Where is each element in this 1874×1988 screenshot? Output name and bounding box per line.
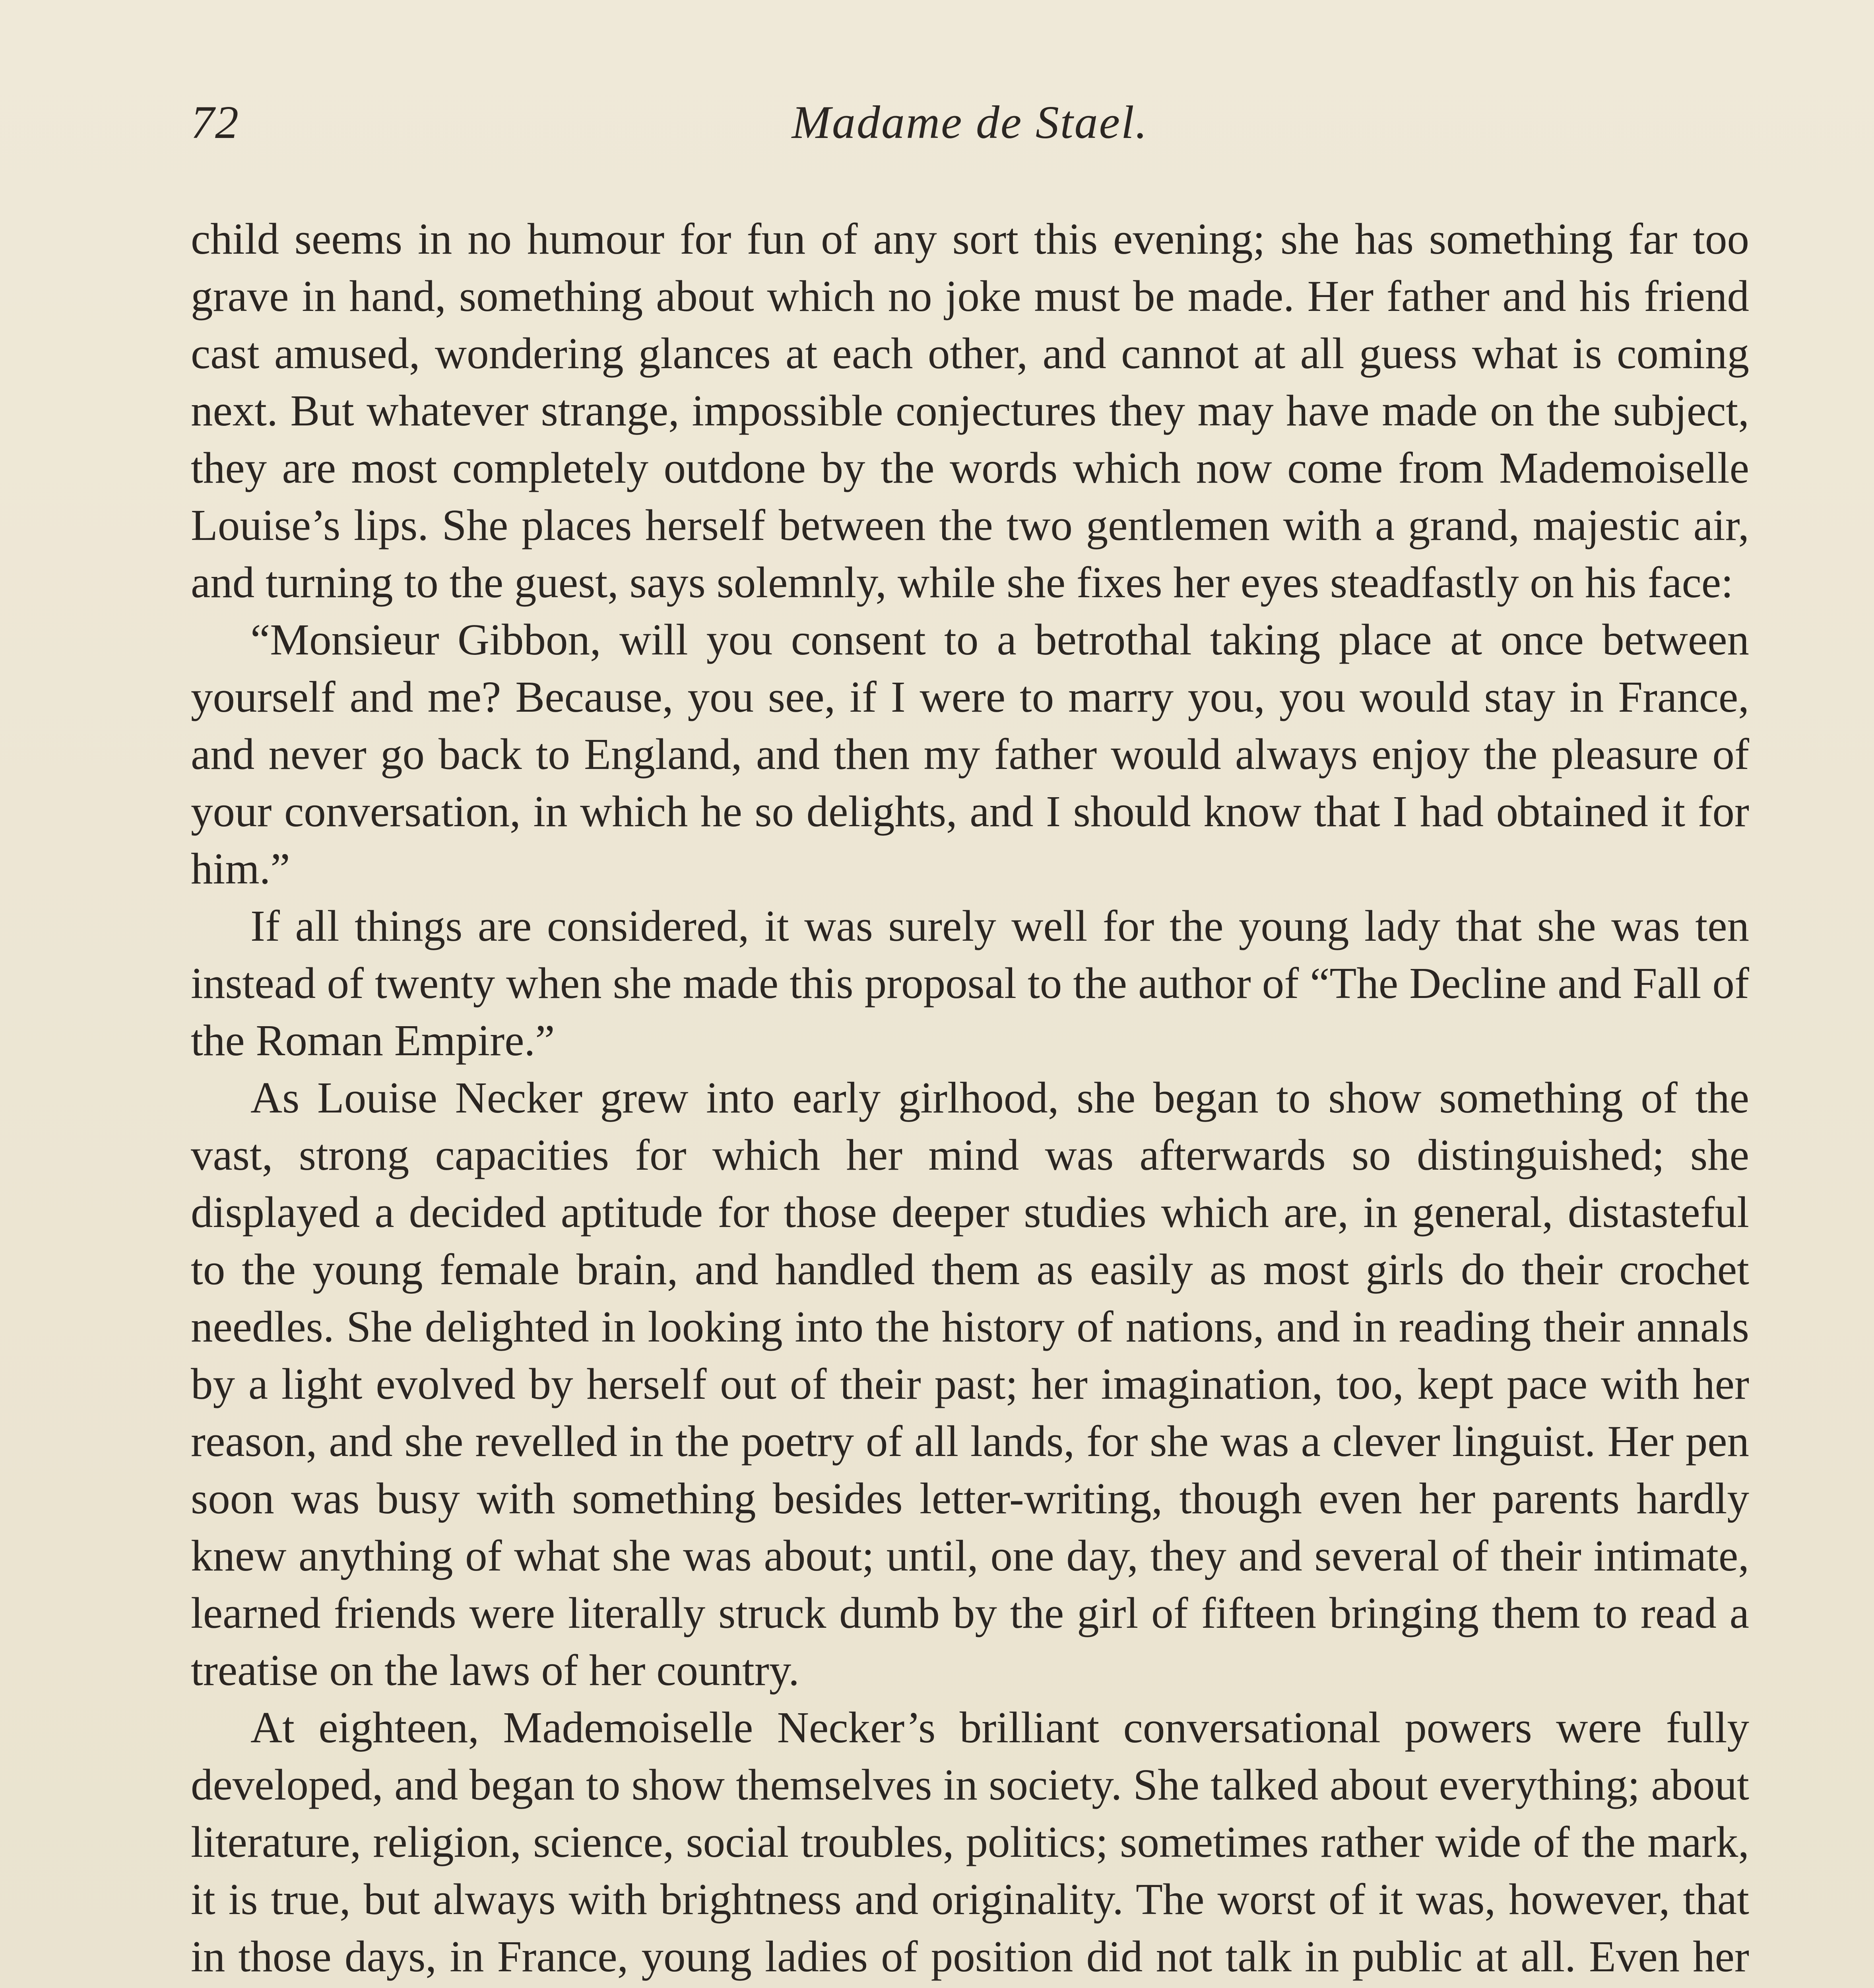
paragraph: If all things are considered, it was surely well for the young lady that she was ten instead of twenty when she made this proposal to the author of “The Decline and Fall of the Roman Empire.” — [191, 902, 1749, 1065]
running-title: Madame de Stael. — [792, 96, 1148, 148]
paragraph: As Louise Necker grew into early girlhood, she began to show something of the vast, strong capacities for which her mind was afterwards so distinguished; she displayed a decided aptitude for those deeper studies which are, in general, distasteful to the young female brain, and handled them as easily as most girls do their crochet needles. She delighted in looking into the history of nations, and in reading their annals by a light evolved by herself out of their past; her imagination, too, kept pace with her reason, and she revelled in the poetry of all lands, for she was a clever linguist. Her pen soon was busy with something besides letter-writing, though even her parents hardly knew anything of what she was about; until, one day, they and several of their intimate, learned friends were literally struck dumb by the girl of fifteen bringing them to read a treatise on the laws of her country. — [191, 1074, 1749, 1695]
page-number: 72 — [191, 96, 239, 148]
running-head — [191, 95, 1749, 151]
paragraph: At eighteen, Mademoiselle Necker’s brilliant conversational powers were fully developed, and began to show themselves in society. She talked about everything; about literature, religion, science, social troubles, politics; sometimes rather wide of the mark, it is true, but always with brightness and originality. The worst of it was, however, that in those days, in France, young ladies of position did not talk in public at all. Even her — [191, 1703, 1749, 1981]
paragraph: child seems in no humour for fun of any sort this evening; she has something far too grave in hand, something about which no joke must be made. Her father and his friend cast amused, wondering glances at each other, and cannot at all guess what is coming next. But whatever strange, impossible conjectures they may have made on the subject, they are most completely outdone by the words which now come from Mademoiselle Louise’s lips. She places herself between the two gentlemen with a grand, majestic air, and turning to the guest, says solemnly, while she fixes her eyes steadfastly on his face: — [191, 215, 1749, 607]
body-text — [191, 211, 1749, 1988]
paragraph: “Monsieur Gibbon, will you consent to a betrothal taking place at once between yourself and me? Because, you see, if I were to marry you, you would stay in France, and never go back to England, and then my father would always enjoy the pleasure of your conversation, in which he so delights, and I should know that I had obtained it for him.” — [191, 615, 1749, 893]
